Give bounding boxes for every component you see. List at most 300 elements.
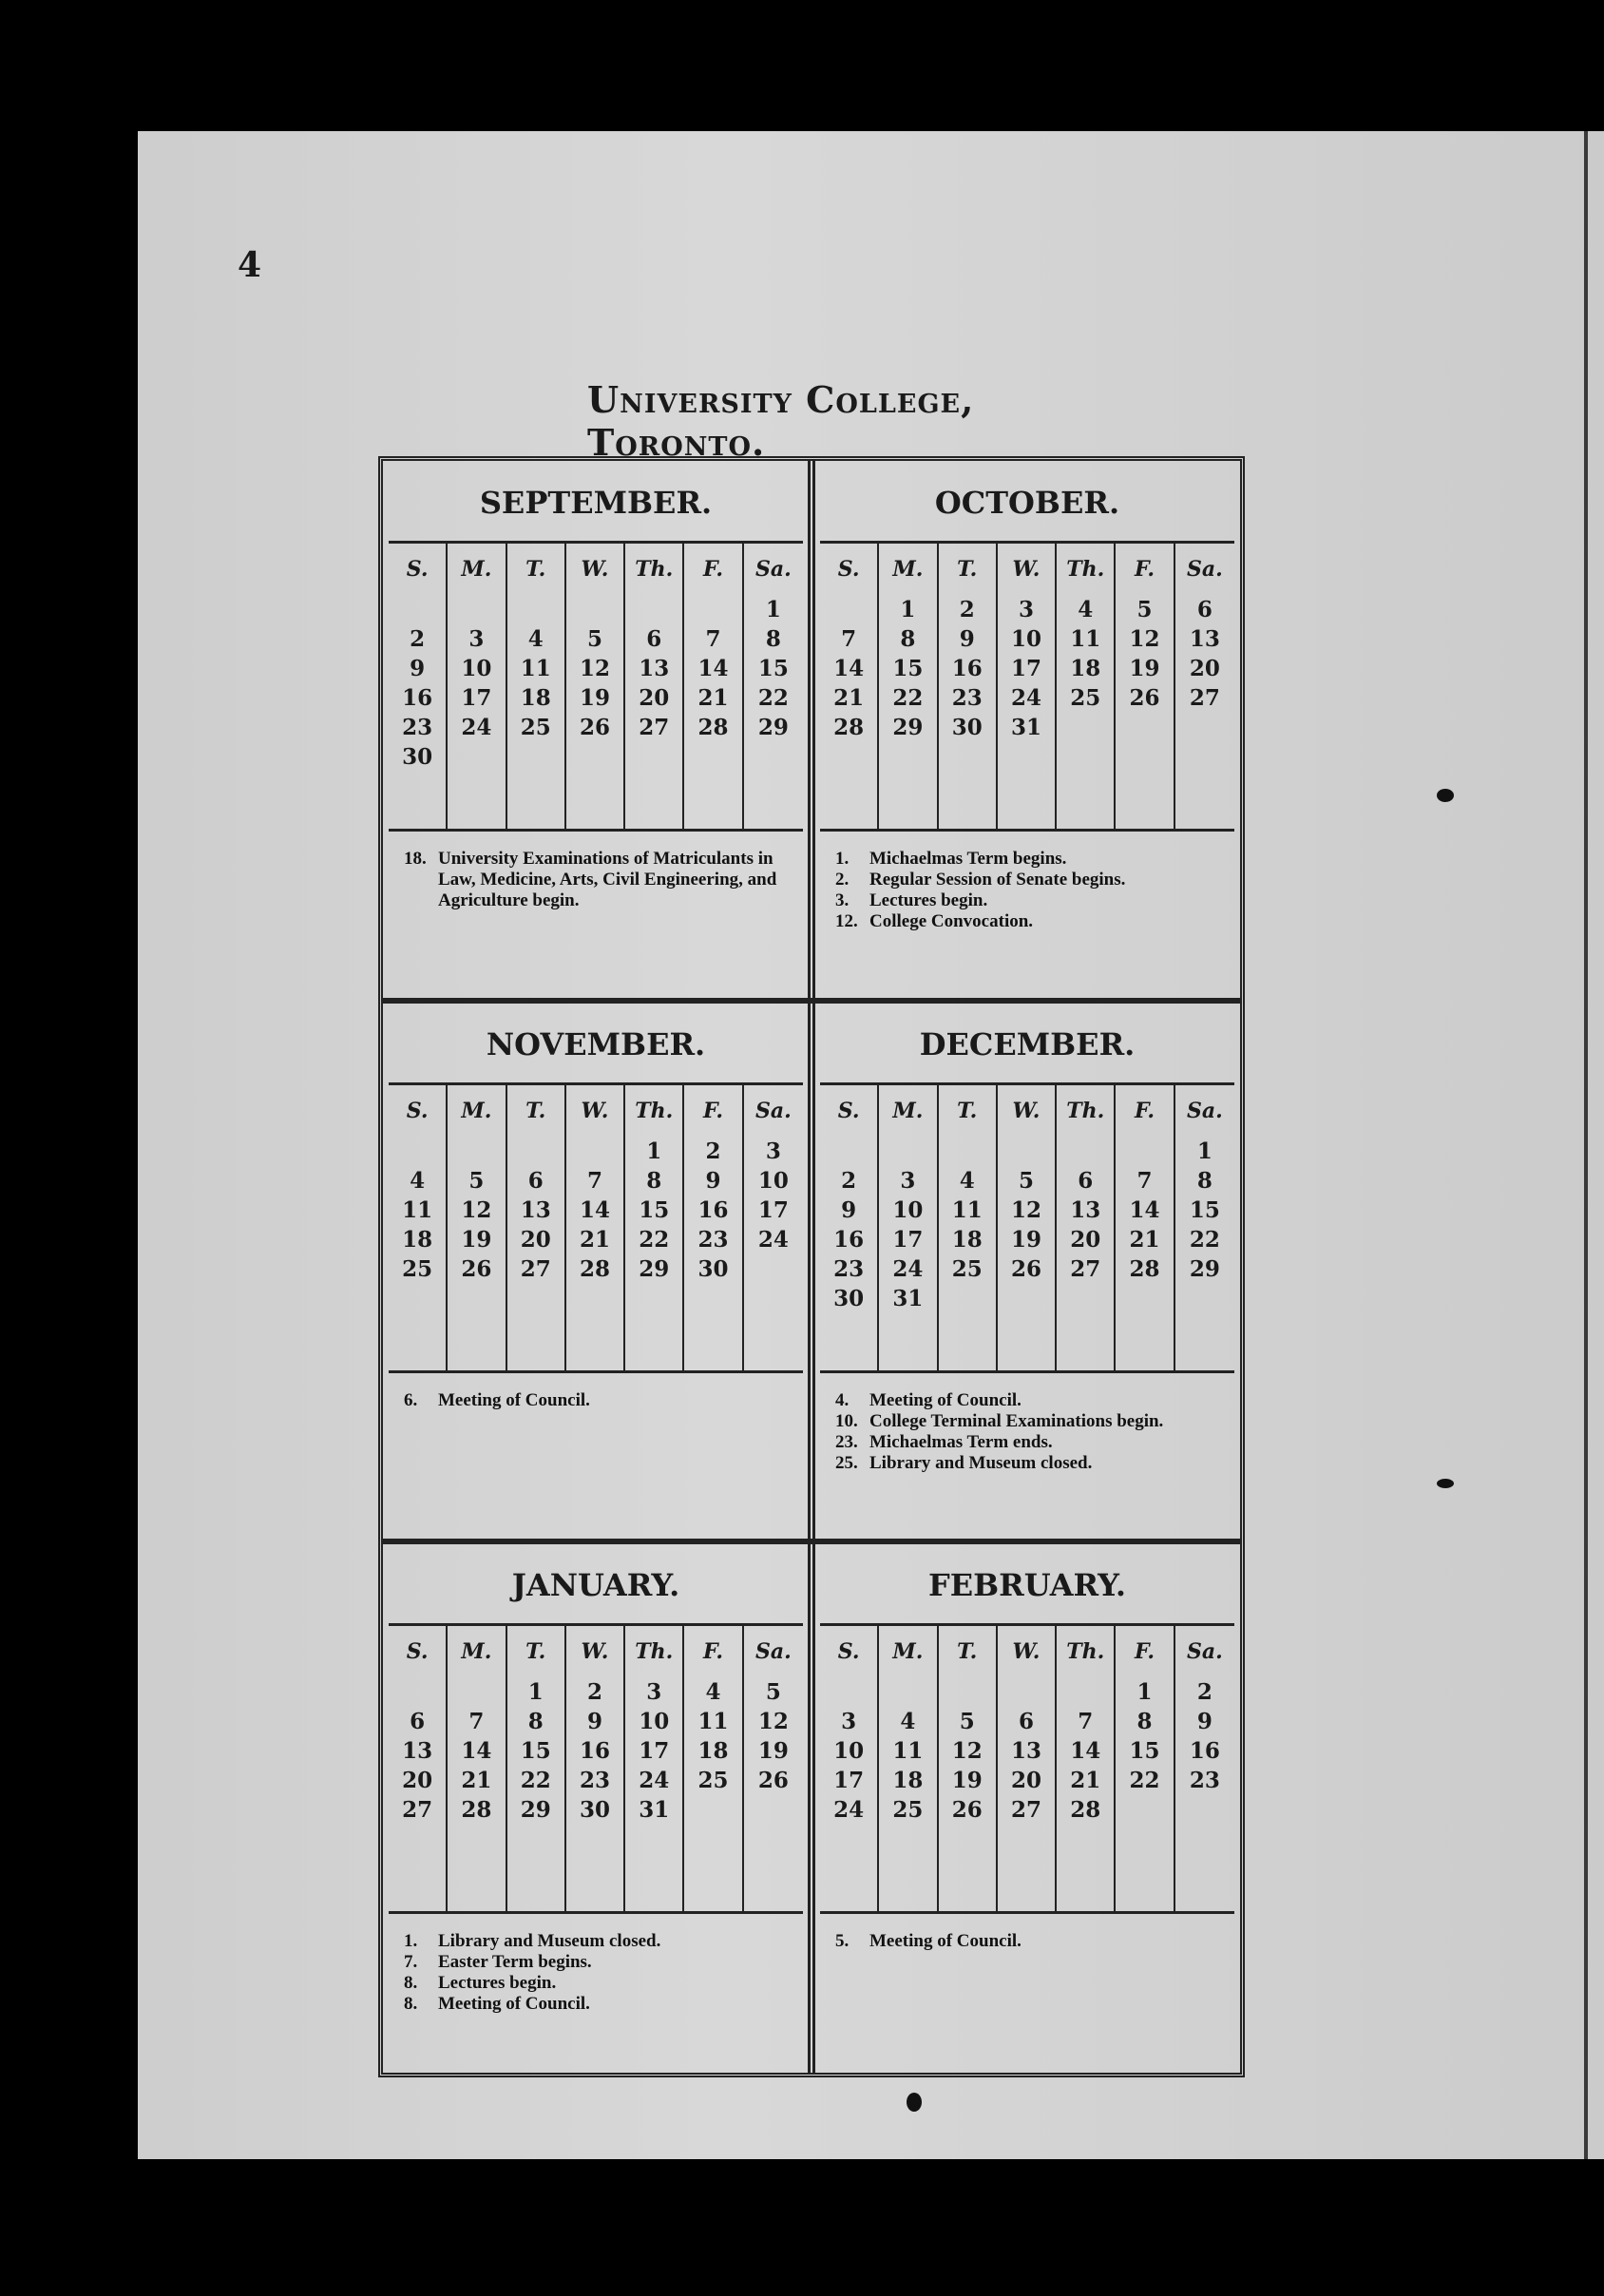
month-grid (820, 544, 1234, 829)
day-number: 19 (1129, 656, 1160, 681)
running-head: University College, Toronto. (587, 378, 975, 464)
weekday-column (879, 1626, 938, 1911)
day-number: 27 (402, 1797, 433, 1823)
month-notes (820, 1370, 1234, 1513)
weekday-column (820, 1085, 879, 1370)
day-number: 1 (1196, 1138, 1213, 1164)
day-number: 17 (833, 1768, 865, 1793)
event-note (404, 1994, 793, 2015)
event-text: College Terminal Examinations begin. (869, 1411, 1164, 1431)
day-number: 2 (841, 1168, 857, 1194)
day-number: 8 (1136, 1709, 1153, 1734)
weekday-header: Th. (1066, 1639, 1105, 1664)
weekday-header: Sa. (754, 1099, 792, 1123)
weekday-header: Sa. (754, 1639, 792, 1664)
day-number: 31 (639, 1797, 670, 1823)
month-notes (389, 1911, 803, 2054)
day-number: 12 (951, 1738, 983, 1764)
month-grid (389, 544, 803, 829)
month-title: NOVEMBER. (389, 1006, 803, 1085)
weekday-header: W. (581, 1099, 609, 1123)
day-number: 21 (1070, 1768, 1101, 1793)
day-number: 23 (697, 1227, 729, 1253)
day-number: 7 (841, 626, 857, 652)
event-date: 8. (404, 1994, 418, 2014)
weekday-column (1057, 1085, 1116, 1370)
film-speck (1437, 1479, 1454, 1488)
event-text: College Convocation. (869, 911, 1034, 931)
day-number: 4 (959, 1168, 975, 1194)
day-number: 11 (951, 1197, 983, 1223)
weekday-header: T. (525, 557, 546, 582)
day-number: 10 (1010, 626, 1041, 652)
day-number: 30 (579, 1797, 610, 1823)
event-text: Regular Session of Senate begins. (869, 870, 1126, 890)
weekday-header: Sa. (1186, 1099, 1223, 1123)
event-note (835, 1432, 1225, 1453)
day-number: 21 (579, 1227, 610, 1253)
day-number: 26 (757, 1768, 789, 1793)
weekday-header: Sa. (754, 557, 792, 582)
day-number: 20 (520, 1227, 551, 1253)
day-number: 15 (639, 1197, 670, 1223)
day-number: 27 (520, 1256, 551, 1282)
day-number: 26 (579, 715, 610, 740)
day-number: 10 (833, 1738, 865, 1764)
event-note (404, 1931, 793, 1952)
month-notes (820, 1911, 1234, 2054)
weekday-column (998, 1626, 1057, 1911)
day-number: 3 (1018, 597, 1034, 622)
weekday-column (1116, 1085, 1174, 1370)
weekday-header: F. (1135, 557, 1155, 582)
month-september (389, 465, 803, 971)
weekday-column (744, 1626, 803, 1911)
day-number: 23 (1189, 1768, 1220, 1793)
month-notes (389, 829, 803, 971)
day-number: 17 (639, 1738, 670, 1764)
weekday-column (1057, 544, 1116, 829)
day-number: 4 (705, 1679, 721, 1705)
day-number: 25 (520, 715, 551, 740)
day-number: 9 (959, 626, 975, 652)
day-number: 29 (520, 1797, 551, 1823)
weekday-header: T. (525, 1099, 546, 1123)
day-number: 11 (697, 1709, 729, 1734)
center-divider (808, 461, 815, 2073)
day-number: 21 (1129, 1227, 1160, 1253)
weekday-column (939, 1085, 998, 1370)
day-number: 21 (833, 685, 865, 711)
day-number: 9 (1196, 1709, 1213, 1734)
weekday-column (1057, 1626, 1116, 1911)
weekday-header: S. (837, 1099, 860, 1123)
weekday-header: M. (461, 557, 492, 582)
day-number: 22 (757, 685, 789, 711)
day-number: 12 (579, 656, 610, 681)
day-number: 20 (1010, 1768, 1041, 1793)
day-number: 13 (520, 1197, 551, 1223)
month-january (389, 1547, 803, 2054)
film-speck (1437, 789, 1454, 802)
weekday-column (744, 1085, 803, 1370)
day-number: 5 (765, 1679, 781, 1705)
weekday-header: W. (1012, 557, 1041, 582)
day-number: 16 (402, 685, 433, 711)
day-number: 2 (705, 1138, 721, 1164)
day-number: 10 (757, 1168, 789, 1194)
day-number: 20 (402, 1768, 433, 1793)
day-number: 29 (892, 715, 924, 740)
weekday-header: F. (1135, 1639, 1155, 1664)
day-number: 20 (639, 685, 670, 711)
weekday-header: F. (703, 1639, 724, 1664)
day-number: 7 (586, 1168, 602, 1194)
day-number: 21 (461, 1768, 492, 1793)
month-grid (820, 1085, 1234, 1370)
day-number: 11 (892, 1738, 924, 1764)
event-text: Meeting of Council. (869, 1390, 1022, 1410)
weekday-column (939, 1626, 998, 1911)
day-number: 11 (402, 1197, 433, 1223)
event-note (404, 1952, 793, 1973)
day-number: 15 (1189, 1197, 1220, 1223)
month-title: FEBRUARY. (820, 1547, 1234, 1626)
day-number: 6 (1078, 1168, 1094, 1194)
day-number: 11 (1070, 626, 1101, 652)
event-date: 10. (835, 1411, 858, 1431)
day-number: 28 (1129, 1256, 1160, 1282)
event-date: 25. (835, 1453, 858, 1473)
day-number: 31 (1010, 715, 1041, 740)
day-number: 28 (461, 1797, 492, 1823)
weekday-header: W. (1012, 1639, 1041, 1664)
day-number: 6 (527, 1168, 544, 1194)
day-number: 8 (646, 1168, 662, 1194)
month-grid (389, 1626, 803, 1911)
day-number: 4 (410, 1168, 426, 1194)
day-number: 2 (959, 597, 975, 622)
day-number: 7 (468, 1709, 485, 1734)
day-number: 11 (520, 656, 551, 681)
weekday-column (684, 544, 743, 829)
day-number: 14 (579, 1197, 610, 1223)
day-number: 17 (757, 1197, 789, 1223)
day-number: 15 (892, 656, 924, 681)
day-number: 18 (697, 1738, 729, 1764)
day-number: 13 (639, 656, 670, 681)
day-number: 28 (579, 1256, 610, 1282)
weekday-header: Th. (635, 1639, 674, 1664)
day-number: 19 (461, 1227, 492, 1253)
event-note (404, 849, 793, 911)
day-number: 21 (697, 685, 729, 711)
month-notes (820, 829, 1234, 971)
weekday-header: Th. (1066, 557, 1105, 582)
weekday-header: S. (406, 1639, 429, 1664)
day-number: 7 (1078, 1709, 1094, 1734)
day-number: 16 (579, 1738, 610, 1764)
weekday-header: Sa. (1186, 1639, 1223, 1664)
weekday-column (1116, 1626, 1174, 1911)
weekday-column (389, 544, 448, 829)
weekday-header: Sa. (1186, 557, 1223, 582)
weekday-column (625, 544, 684, 829)
day-number: 8 (527, 1709, 544, 1734)
day-number: 26 (1129, 685, 1160, 711)
event-note (404, 1390, 793, 1411)
day-number: 5 (468, 1168, 485, 1194)
weekday-column (448, 544, 506, 829)
weekday-column (998, 1085, 1057, 1370)
event-date: 2. (835, 870, 850, 890)
weekday-column (1175, 544, 1234, 829)
day-number: 24 (757, 1227, 789, 1253)
day-number: 22 (1189, 1227, 1220, 1253)
day-number: 14 (833, 656, 865, 681)
day-number: 25 (402, 1256, 433, 1282)
day-number: 18 (520, 685, 551, 711)
weekday-header: M. (892, 1639, 924, 1664)
weekday-header: S. (406, 1099, 429, 1123)
day-number: 16 (951, 656, 983, 681)
weekday-column (507, 1626, 566, 1911)
day-number: 23 (833, 1256, 865, 1282)
event-date: 18. (404, 849, 427, 869)
day-number: 1 (1136, 1679, 1153, 1705)
weekday-header: M. (461, 1639, 492, 1664)
day-number: 6 (1196, 597, 1213, 622)
day-number: 30 (951, 715, 983, 740)
day-number: 13 (402, 1738, 433, 1764)
day-number: 18 (1070, 656, 1101, 681)
day-number: 1 (765, 597, 781, 622)
event-note (835, 890, 1225, 911)
weekday-header: T. (957, 1639, 978, 1664)
day-number: 24 (639, 1768, 670, 1793)
day-number: 7 (1136, 1168, 1153, 1194)
day-number: 3 (646, 1679, 662, 1705)
month-title: JANUARY. (389, 1547, 803, 1626)
weekday-column (820, 1626, 879, 1911)
day-number: 24 (833, 1797, 865, 1823)
day-number: 8 (765, 626, 781, 652)
day-number: 19 (951, 1768, 983, 1793)
day-number: 18 (402, 1227, 433, 1253)
month-grid (820, 1626, 1234, 1911)
section-rule (383, 998, 1240, 1004)
day-number: 14 (697, 656, 729, 681)
event-date: 23. (835, 1432, 858, 1452)
weekday-column (566, 1626, 625, 1911)
month-title: SEPTEMBER. (389, 465, 803, 544)
weekday-header: Th. (1066, 1099, 1105, 1123)
weekday-column (1116, 544, 1174, 829)
weekday-column (939, 544, 998, 829)
weekday-header: S. (406, 557, 429, 582)
day-number: 14 (1129, 1197, 1160, 1223)
day-number: 18 (892, 1768, 924, 1793)
day-number: 27 (1189, 685, 1220, 711)
weekday-column (1175, 1626, 1234, 1911)
event-text: Meeting of Council. (869, 1931, 1022, 1951)
day-number: 4 (527, 626, 544, 652)
day-number: 29 (639, 1256, 670, 1282)
day-number: 30 (402, 744, 433, 770)
day-number: 17 (461, 685, 492, 711)
month-title: DECEMBER. (820, 1006, 1234, 1085)
day-number: 2 (1196, 1679, 1213, 1705)
weekday-column (625, 1626, 684, 1911)
weekday-header: W. (581, 1639, 609, 1664)
day-number: 5 (586, 626, 602, 652)
day-number: 14 (1070, 1738, 1101, 1764)
day-number: 9 (586, 1709, 602, 1734)
day-number: 24 (1010, 685, 1041, 711)
day-number: 22 (1129, 1768, 1160, 1793)
weekday-column (507, 1085, 566, 1370)
weekday-column (389, 1626, 448, 1911)
event-note (835, 870, 1225, 890)
day-number: 19 (579, 685, 610, 711)
day-number: 8 (1196, 1168, 1213, 1194)
day-number: 22 (892, 685, 924, 711)
day-number: 12 (1010, 1197, 1041, 1223)
month-october (820, 465, 1234, 971)
month-notes (389, 1370, 803, 1513)
day-number: 13 (1189, 626, 1220, 652)
day-number: 6 (646, 626, 662, 652)
weekday-header: S. (837, 1639, 860, 1664)
weekday-column (879, 1085, 938, 1370)
day-number: 17 (1010, 656, 1041, 681)
day-number: 15 (1129, 1738, 1160, 1764)
month-february (820, 1547, 1234, 2054)
day-number: 12 (461, 1197, 492, 1223)
day-number: 16 (833, 1227, 865, 1253)
day-number: 4 (1078, 597, 1094, 622)
day-number: 6 (410, 1709, 426, 1734)
event-text: Lectures begin. (438, 1973, 557, 1993)
day-number: 25 (892, 1797, 924, 1823)
day-number: 10 (892, 1197, 924, 1223)
event-date: 1. (835, 849, 850, 869)
weekday-header: M. (461, 1099, 492, 1123)
event-date: 5. (835, 1931, 850, 1951)
day-number: 2 (586, 1679, 602, 1705)
calendar-frame (378, 456, 1245, 2077)
day-number: 23 (402, 715, 433, 740)
day-number: 28 (1070, 1797, 1101, 1823)
event-date: 1. (404, 1931, 418, 1951)
day-number: 20 (1189, 656, 1220, 681)
day-number: 13 (1010, 1738, 1041, 1764)
event-text: Michaelmas Term begins. (869, 849, 1067, 869)
month-grid (389, 1085, 803, 1370)
day-number: 3 (900, 1168, 916, 1194)
weekday-header: T. (957, 557, 978, 582)
film-speck (907, 2093, 922, 2112)
weekday-header: F. (703, 1099, 724, 1123)
day-number: 23 (579, 1768, 610, 1793)
day-number: 14 (461, 1738, 492, 1764)
day-number: 10 (461, 656, 492, 681)
day-number: 22 (520, 1768, 551, 1793)
day-number: 27 (639, 715, 670, 740)
weekday-column (684, 1626, 743, 1911)
event-date: 7. (404, 1952, 418, 1972)
section-rule (383, 1539, 1240, 1544)
day-number: 27 (1070, 1256, 1101, 1282)
day-number: 2 (410, 626, 426, 652)
day-number: 9 (705, 1168, 721, 1194)
weekday-column (1175, 1085, 1234, 1370)
event-note (835, 911, 1225, 932)
day-number: 26 (951, 1797, 983, 1823)
weekday-column (625, 1085, 684, 1370)
day-number: 12 (757, 1709, 789, 1734)
month-november (389, 1006, 803, 1513)
page-number: 4 (238, 245, 262, 285)
day-number: 17 (892, 1227, 924, 1253)
day-number: 9 (410, 656, 426, 681)
day-number: 15 (757, 656, 789, 681)
day-number: 26 (1010, 1256, 1041, 1282)
page-edge (1584, 131, 1588, 2159)
event-note (835, 1453, 1225, 1474)
month-december (820, 1006, 1234, 1513)
event-text: Lectures begin. (869, 890, 988, 910)
day-number: 12 (1129, 626, 1160, 652)
weekday-header: W. (1012, 1099, 1041, 1123)
event-date: 12. (835, 911, 858, 931)
weekday-header: T. (525, 1639, 546, 1664)
day-number: 28 (833, 715, 865, 740)
day-number: 3 (765, 1138, 781, 1164)
weekday-column (566, 544, 625, 829)
day-number: 22 (639, 1227, 670, 1253)
day-number: 28 (697, 715, 729, 740)
event-text: Easter Term begins. (438, 1952, 592, 1972)
day-number: 4 (900, 1709, 916, 1734)
event-note (835, 1390, 1225, 1411)
day-number: 1 (646, 1138, 662, 1164)
event-date: 8. (404, 1973, 418, 1993)
day-number: 7 (705, 626, 721, 652)
event-note (835, 1411, 1225, 1432)
day-number: 29 (757, 715, 789, 740)
day-number: 13 (1070, 1197, 1101, 1223)
day-number: 16 (1189, 1738, 1220, 1764)
day-number: 3 (841, 1709, 857, 1734)
weekday-column (744, 544, 803, 829)
day-number: 15 (520, 1738, 551, 1764)
day-number: 10 (639, 1709, 670, 1734)
event-text: Meeting of Council. (438, 1994, 590, 2014)
weekday-column (389, 1085, 448, 1370)
month-title: OCTOBER. (820, 465, 1234, 544)
day-number: 24 (892, 1256, 924, 1282)
day-number: 23 (951, 685, 983, 711)
day-number: 30 (697, 1256, 729, 1282)
day-number: 25 (1070, 685, 1101, 711)
weekday-header: F. (1135, 1099, 1155, 1123)
event-text: University Examinations of Matriculants in Law, Medicine, Arts, Civil Engineering, and Agriculture begin. (438, 849, 777, 910)
day-number: 26 (461, 1256, 492, 1282)
event-note (835, 849, 1225, 870)
day-number: 25 (697, 1768, 729, 1793)
day-number: 1 (527, 1679, 544, 1705)
